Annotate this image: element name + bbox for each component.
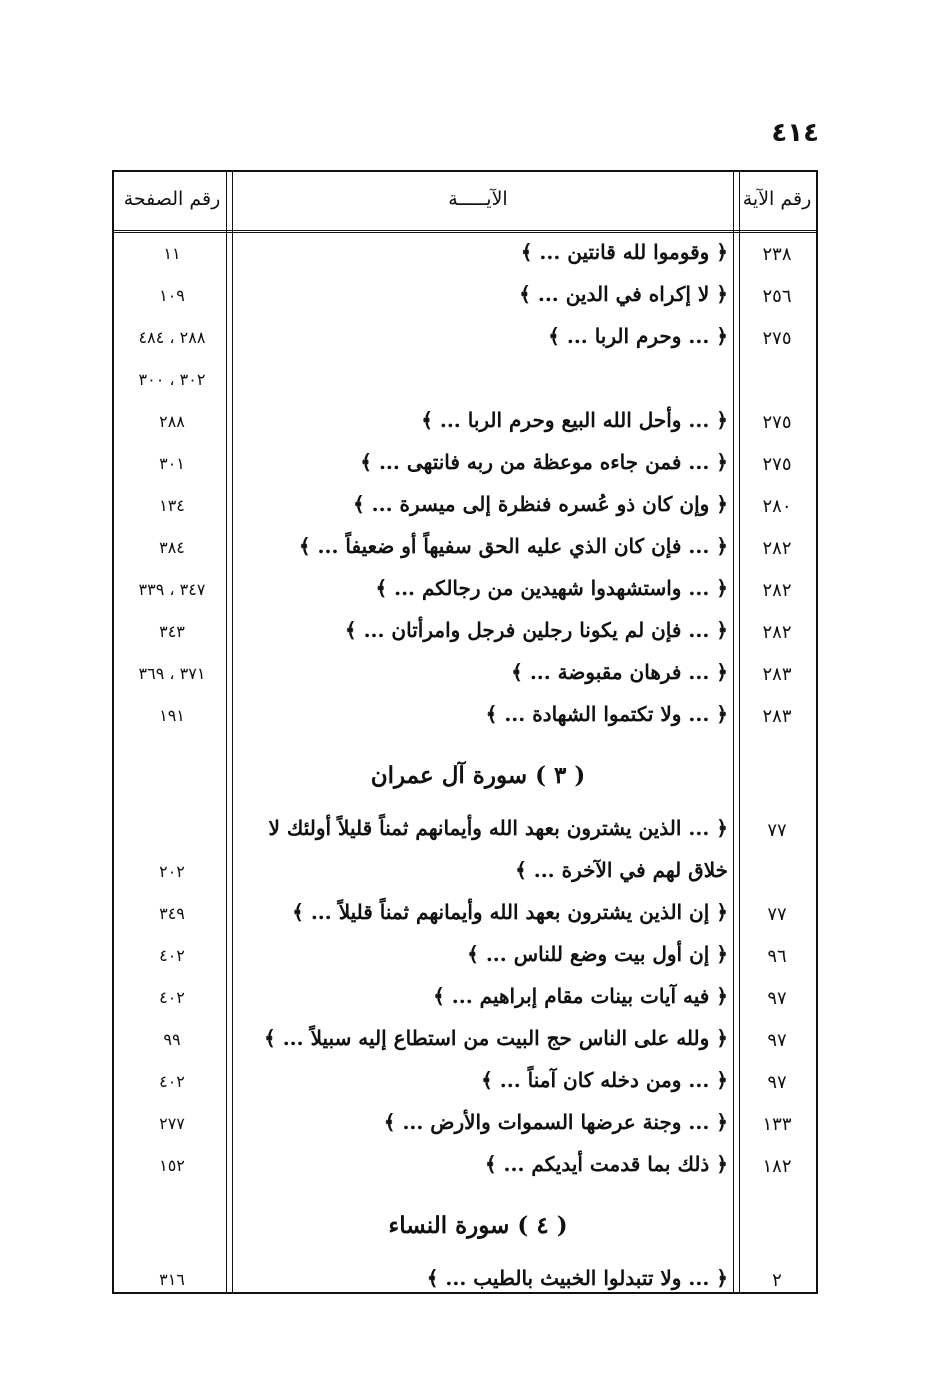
page-reference: ٣٨٤	[159, 538, 185, 557]
page-reference: ٤٠٢	[159, 988, 185, 1007]
verse-text: ﴿ ... فإن كان الذي عليه الحق سفيهاً أو ضعيفاً ... ﴾	[298, 534, 728, 558]
ayah-number: ١٣٣	[762, 1114, 792, 1135]
verse-text: ﴿ ... وجنة عرضها السموات والأرض ... ﴾	[383, 1110, 728, 1134]
ayah-number: ٩٦	[767, 946, 787, 967]
verse-text: ﴿ ... ولا تتبدلوا الخبيث بالطيب ... ﴾	[426, 1266, 728, 1290]
page-reference: ٣٠٢ ، ٣٠٠	[138, 370, 206, 389]
verse-text: ﴿ ... وأحل الله البيع وحرم الربا ... ﴾	[421, 408, 728, 432]
table-row	[114, 1260, 816, 1302]
verse-text: ﴿ ذلك بما قدمت أيديكم ... ﴾	[484, 1152, 728, 1176]
ayah-number: ٢٣٨	[762, 244, 792, 265]
table-row	[114, 570, 816, 612]
verse-text: ﴿ ... فإن لم يكونا رجلين فرجل وامرأتان ... ﴾	[344, 618, 728, 642]
table-row	[114, 696, 816, 738]
page-number: ٤١٤	[771, 118, 819, 148]
ayah-number: ٧٧	[767, 820, 787, 841]
verse-text: خلاق لهم في الآخرة ... ﴾	[515, 858, 728, 882]
page-reference: ١٩١	[159, 706, 185, 725]
table-row	[114, 234, 816, 276]
page-reference: ٤٠٢	[159, 946, 185, 965]
ayah-number: ٢٨٢	[762, 622, 792, 643]
header-page: رقم الصفحة	[123, 188, 221, 210]
table-header	[114, 172, 816, 233]
table-row	[114, 654, 816, 696]
table-row	[114, 1020, 816, 1062]
table-row	[114, 318, 816, 360]
surah-heading-row	[114, 748, 816, 806]
page-reference: ٣٤٩	[159, 904, 185, 923]
page-reference: ٣٤٧ ، ٣٣٩	[138, 580, 206, 599]
table-row	[114, 528, 816, 570]
ayah-number: ٩٧	[767, 1072, 787, 1093]
page-reference: ٢٧٧	[159, 1114, 185, 1133]
page-reference: ١٠٩	[159, 286, 185, 305]
page-reference: ١١	[163, 244, 181, 263]
ayah-number: ٢٧٥	[762, 328, 792, 349]
header-ayah-number: رقم الآية	[742, 188, 812, 210]
page-reference: ٣٧١ ، ٣٦٩	[138, 664, 206, 683]
table-row	[114, 1104, 816, 1146]
verse-text: ﴿ ... ولا تكتموا الشهادة ... ﴾	[485, 702, 728, 726]
surah-title: ( ٣ ) سورة آل عمران	[370, 762, 586, 789]
table-row	[114, 276, 816, 318]
ayah-number: ٢٨٣	[762, 706, 792, 727]
table-row	[114, 444, 816, 486]
ayah-number: ١٨٢	[762, 1156, 792, 1177]
ayah-number: ٩٧	[767, 1030, 787, 1051]
verse-text: ﴿ ولله على الناس حج البيت من استطاع إليه سبيلاً ... ﴾	[264, 1026, 728, 1050]
verse-text: ﴿ وإن كان ذو عُسره فنظرة إلى ميسرة ... ﴾	[353, 492, 728, 516]
page-reference: ٢٠٢	[159, 862, 185, 881]
verse-text: ﴿ إن الذين يشترون بعهد الله وأيمانهم ثمناً قليلاً ... ﴾	[292, 900, 728, 924]
table-row	[114, 810, 816, 852]
ayah-number: ٢٧٥	[762, 412, 792, 433]
table-body	[114, 230, 816, 1292]
page-reference: ٢٨٨ ، ٤٨٤	[138, 328, 206, 347]
page-reference: ٣٤٣	[159, 622, 185, 641]
table-row	[114, 936, 816, 978]
page-reference: ١٥٢	[159, 1156, 185, 1175]
table-row	[114, 402, 816, 444]
surah-title: ( ٤ ) سورة النساء	[388, 1212, 568, 1239]
ayah-number: ٢٧٥	[762, 454, 792, 475]
table-row	[114, 1146, 816, 1188]
page-reference: ١٣٤	[159, 496, 185, 515]
ayah-number: ٢٨٢	[762, 538, 792, 559]
verse-text: ﴿ إن أول بيت وضع للناس ... ﴾	[467, 942, 728, 966]
table-row	[114, 852, 816, 894]
verse-text: ﴿ لا إكراه في الدين ... ﴾	[519, 282, 728, 306]
verse-text: ﴿ ... الذين يشترون بعهد الله وأيمانهم ثمناً قليلاً أولئك لا	[268, 816, 728, 840]
table-row	[114, 978, 816, 1020]
ayah-number: ٢٨٢	[762, 580, 792, 601]
table-row	[114, 894, 816, 936]
verse-text: ﴿ ... ومن دخله كان آمناً ... ﴾	[481, 1068, 728, 1092]
table-row	[114, 1062, 816, 1104]
table-row	[114, 486, 816, 528]
verse-text: ﴿ ... واستشهدوا شهيدين من رجالكم ... ﴾	[375, 576, 728, 600]
ayah-number: ٩٧	[767, 988, 787, 1009]
verse-text: ﴿ ... وحرم الربا ... ﴾	[548, 324, 728, 348]
table-row	[114, 612, 816, 654]
ayah-number: ٧٧	[767, 904, 787, 925]
page-reference: ٤٠٢	[159, 1072, 185, 1091]
page-reference: ٢٨٨	[159, 412, 185, 431]
verse-text: ﴿ فيه آيات بينات مقام إبراهيم ... ﴾	[433, 984, 728, 1008]
header-verse: الآيـــــة	[448, 188, 508, 210]
verse-text: ﴿ ... فمن جاءه موعظة من ربه فانتهى ... ﴾	[360, 450, 728, 474]
page-reference: ٣١٦	[159, 1270, 185, 1289]
table-row	[114, 360, 816, 402]
ayah-number: ٢٨٠	[762, 496, 792, 517]
page-reference: ٩٩	[163, 1030, 181, 1049]
surah-heading-row	[114, 1198, 816, 1256]
verse-text: ﴿ وقوموا لله قانتين ... ﴾	[520, 240, 728, 264]
ayah-number: ٢	[772, 1270, 782, 1291]
ayah-number: ٢٥٦	[762, 286, 792, 307]
verse-text: ﴿ ... فرهان مقبوضة ... ﴾	[511, 660, 728, 684]
page-reference: ٣٠١	[159, 454, 185, 473]
index-table	[112, 170, 818, 1294]
ayah-number: ٢٨٣	[762, 664, 792, 685]
